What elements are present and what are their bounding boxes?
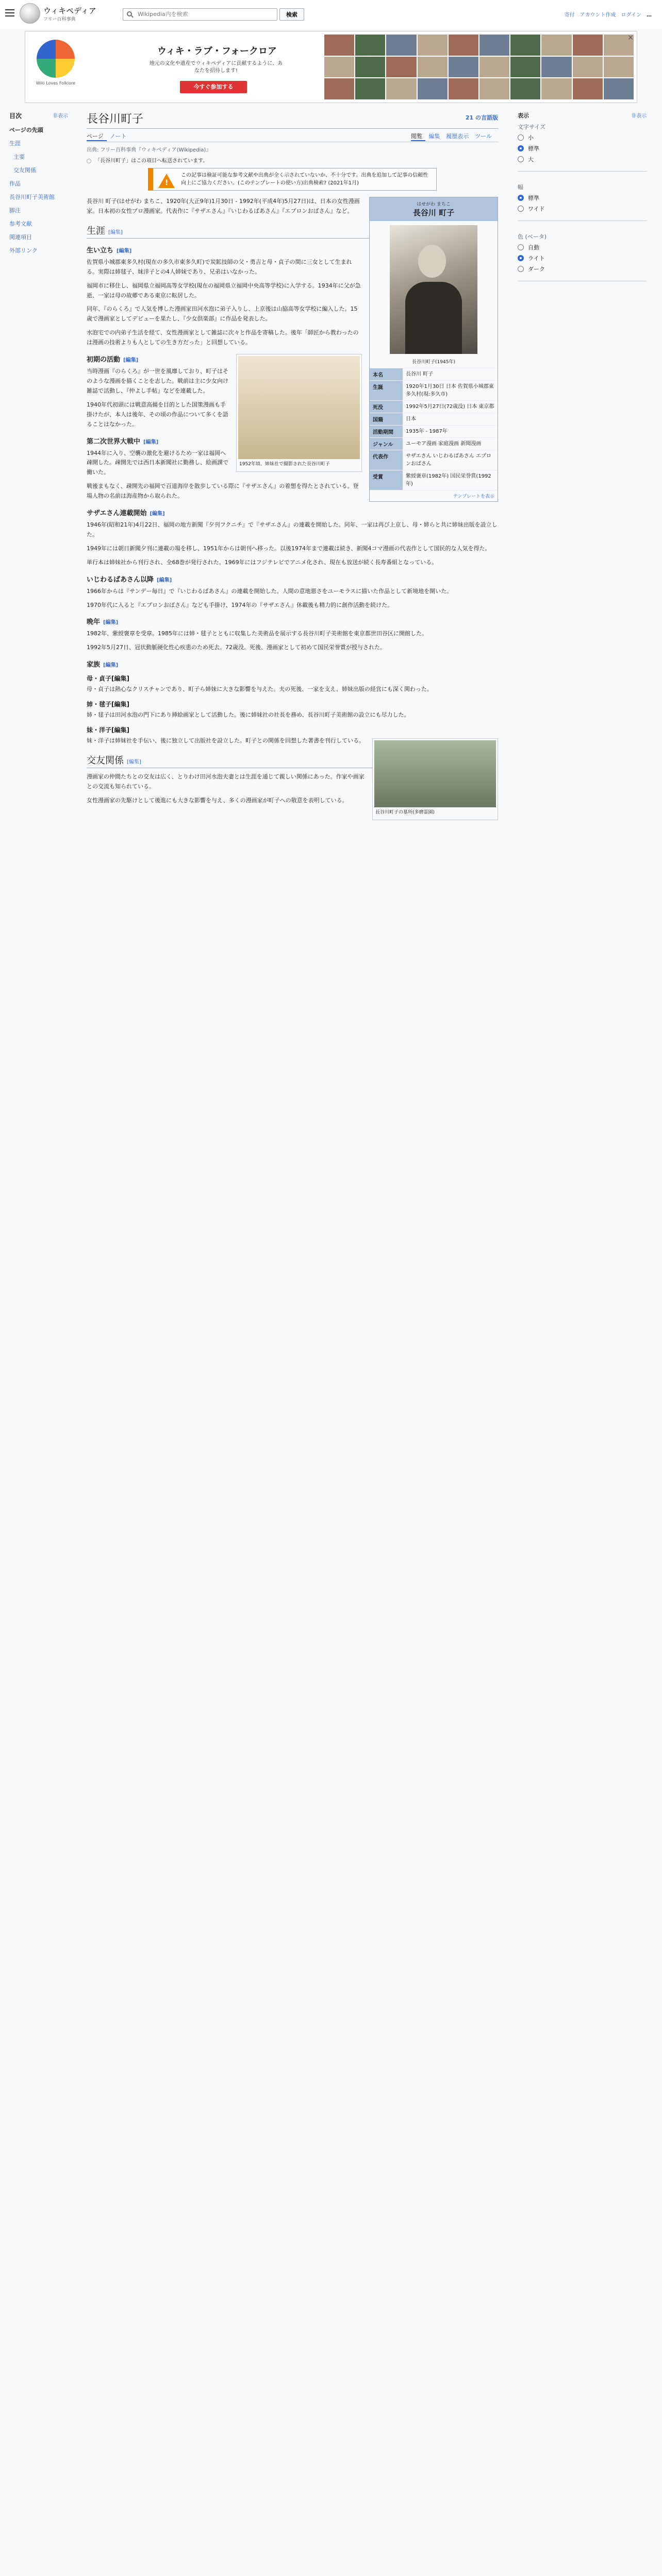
edit-section-link[interactable]: [編集] — [143, 439, 159, 445]
section-heading-text: 生い立ち — [87, 246, 114, 255]
radio-icon[interactable] — [518, 255, 524, 261]
search-box[interactable] — [123, 8, 277, 21]
toc-hide-button[interactable]: 非表示 — [53, 113, 68, 119]
search-input[interactable] — [137, 10, 271, 18]
banner-title: ウィキ・ラブ・フォークロア — [157, 46, 277, 57]
user-link-2[interactable]: ログイン — [621, 12, 641, 18]
infobox-value: 長谷川 町子 — [406, 371, 434, 377]
info-icon — [87, 159, 91, 163]
section-heading-text: 妹・洋子 — [87, 726, 112, 734]
infobox-value: 1920年1月30日 日本 佐賀県小城郡東多久村(現:多久市) — [406, 384, 494, 397]
infobox-row — [370, 450, 498, 470]
article-figure — [236, 354, 362, 472]
radio-label: 大 — [528, 156, 534, 163]
wikipedia-logo[interactable] — [20, 3, 40, 24]
article-main — [87, 108, 498, 824]
paragraph: 福岡市に移住し、福岡県立福岡高等女学校(現在の福岡県立福岡中央高等学校)に入学する。1934年に父が急逝、一家は母の故郷である東京に転居した。 — [87, 282, 361, 299]
infobox-key: 国籍 — [370, 413, 403, 425]
radio-icon[interactable] — [518, 156, 524, 162]
paragraph: 戦後まもなく、疎開先の福岡で百道海岸を散歩している際に『サザエさん』の着想を得たとされている。登場人物の名前は海産物から取られた。 — [87, 483, 359, 500]
infobox-row — [370, 470, 498, 490]
edit-section-link[interactable]: [編集] — [108, 229, 123, 235]
infobox-row — [370, 425, 498, 437]
tab-left-0[interactable]: ページ — [87, 129, 107, 141]
search-icon — [127, 11, 132, 16]
infobox-row — [370, 400, 498, 413]
section-heading-text: 母・貞子 — [87, 675, 112, 683]
edit-section-link[interactable]: [編集] — [111, 701, 129, 708]
join-button[interactable]: 今すぐ参加する — [180, 81, 247, 93]
infobox-value: 1935年 - 1987年 — [406, 429, 448, 434]
text-size-option-0[interactable] — [518, 133, 647, 142]
paragraph: 1949年には朝日新聞夕刊に連載の場を移し、1951年からは朝刊へ移った。以後1974年まで連載は続き、新聞4コマ漫画の代表作として国民的な人気を得た。 — [87, 545, 491, 552]
fundraising-banner — [25, 31, 637, 103]
portrait-photo[interactable] — [390, 225, 477, 354]
edit-section-link[interactable]: [編集] — [103, 620, 119, 626]
radio-icon[interactable] — [518, 206, 524, 212]
infobox-key: 生誕 — [370, 381, 403, 400]
edit-section-link[interactable]: [編集] — [127, 759, 141, 765]
paragraph: 1944年に入り、空襲の激化を避けるため一家は福岡へ疎開した。疎開先では西日本新聞社に勤務し、絵画課で働いた。 — [87, 449, 228, 476]
paragraph: 姉・毬子は田河水泡の門下にあり挿絵画家として活動した。後に姉妹社の社長を務め、長谷川町子美術館の設立にも尽力した。 — [87, 711, 410, 719]
user-link-0[interactable]: 寄付 — [564, 12, 575, 18]
section-heading — [87, 674, 498, 683]
infobox-key: 代表作 — [370, 450, 403, 470]
more-icon[interactable]: … — [647, 12, 652, 18]
appearance-hide-button[interactable]: 非表示 — [631, 113, 647, 119]
tab-right-3[interactable]: ツール — [475, 133, 492, 140]
infobox-value: 紫綬褒章(1982年) 国民栄誉賞(1992年) — [406, 473, 491, 487]
paragraph: 1970年代に入ると『エプロンおばさん』なども手掛け、1974年の『サザエさん』休載後も精力的に創作活動を続けた。 — [87, 601, 393, 608]
radio-icon[interactable] — [518, 266, 524, 272]
page-title: 長谷川町子 — [87, 113, 144, 126]
toc-header: 目次 非表示 — [9, 112, 68, 120]
paragraph: 佐賀県小城郡東多久村(現在の多久市東多久町)で炭鉱技師の父・勇吉と母・貞子の間に三女として生まれる。実際は姉毬子、妹洋子との4人姉妹であり、兄弟はいなかった。 — [87, 258, 352, 275]
infobox-key: 受賞 — [370, 470, 403, 490]
photo-caption: 長谷川町子(1945年) — [412, 360, 455, 365]
infobox-name: 長谷川 町子 — [412, 208, 455, 217]
toc-item-3[interactable]: 交友関係 — [13, 167, 36, 174]
banner-logo: Wiki Loves Folklore — [32, 37, 79, 93]
radio-icon[interactable] — [518, 134, 524, 141]
table-of-contents — [0, 108, 77, 257]
color-option-2[interactable] — [518, 265, 647, 273]
width-option-1[interactable] — [518, 205, 647, 213]
paragraph: 妹・洋子は姉妹社を手伝い、後に独立して出版社を設立した。町子との関係を回想した著書を刊行している。 — [87, 737, 365, 744]
radio-label: 標準 — [528, 195, 539, 201]
infobox-key: ジャンル — [370, 438, 403, 450]
banner-subtitle: 地元の文化や遺産でウィキペディアに貢献するように、あなたを招待します! — [149, 61, 283, 74]
paragraph: 1946年(昭和21年)4月22日、福岡の地方新聞『夕刊フクニチ』で『サザエさん』の連載を開始した。同年、一家は再び上京し、母・姉らと共に姉妹出版を設立した。 — [87, 521, 498, 538]
infobox-row — [370, 380, 498, 400]
toc-item-4[interactable]: 作品 — [9, 180, 21, 187]
paragraph: 1940年代初頭には戦意高揚を目的とした国策漫画も手掛けたが、本人は後年、その頃の作品について多くを語ることはなかった。 — [87, 401, 228, 428]
section-heading-text: 第二次世界大戦中 — [87, 437, 141, 446]
paragraph: 単行本は姉妹社から刊行され、全68巻が発行された。1969年にはフジテレビでアニメ化され、現在も放送が続く長寿番組となっている。 — [87, 558, 438, 566]
radio-icon[interactable] — [518, 195, 524, 201]
toc-item-6[interactable]: 脚注 — [9, 207, 21, 214]
banner-photo-collage — [324, 35, 634, 99]
section-heading — [87, 725, 498, 734]
width-option-0[interactable] — [518, 194, 647, 202]
color-option-1[interactable] — [518, 254, 647, 262]
figure-image[interactable] — [238, 356, 360, 459]
toc-item-0[interactable]: ページの先頭 — [9, 127, 43, 133]
figure-caption: 長谷川町子の墓所(多磨霊園) — [375, 810, 435, 816]
section-heading — [87, 507, 498, 517]
menu-icon[interactable] — [5, 9, 14, 16]
citation-needed-notice: ! この記事は検証可能な参考文献や出典が全く示されていないか、不十分です。出典を追加して記事の信頼性向上にご協力ください。(このテンプレートの使い方)出典検索? (2021年1月) — [148, 168, 437, 191]
article-figure — [372, 738, 498, 820]
section-heading — [87, 659, 498, 669]
infobox-row — [370, 413, 498, 425]
edit-section-link[interactable]: [編集] — [111, 726, 129, 734]
section-heading-text: 家族 — [87, 661, 101, 669]
user-links — [559, 10, 652, 18]
infobox-row — [370, 368, 498, 380]
section-heading-text: 初期の活動 — [87, 356, 121, 364]
paragraph: 当時漫画『のらくろ』が一世を風靡しており、町子はそのような漫画を描くことを志した。戦前は主に少女向け雑誌で活動し、『仲よし手帖』などを連載した。 — [87, 368, 228, 394]
infobox-key: 本名 — [370, 368, 403, 380]
section-heading — [87, 616, 498, 626]
edit-section-link[interactable]: [編集] — [117, 248, 132, 254]
language-button[interactable]: 21 の言語版 — [465, 114, 498, 121]
tab-right-2[interactable]: 履歴表示 — [446, 133, 469, 140]
edit-section-link[interactable]: [編集] — [150, 511, 165, 517]
toc-item-1[interactable]: 生涯 — [9, 140, 21, 147]
appearance-panel: 表示 非表示 文字サイズ 小 標準 大 幅 標準 ワイド 色 (ベータ) 自動 ライト ダーク — [518, 108, 647, 286]
section-heading-text: 姉・毬子 — [87, 701, 112, 708]
paragraph: 1966年からは『サンデー毎日』で『いじわるばあさん』の連載を開始した。人間の意地悪さをユーモラスに描いた作品として新境地を開いた。 — [87, 587, 453, 595]
edit-section-link[interactable]: [編集] — [157, 577, 172, 583]
paragraph: 漫画家の仲間たちとの交友は広く、とりわけ田河水泡夫妻とは生涯を通じて親しい関係にあった。作家や画家との交流も知られている。 — [87, 773, 365, 790]
edit-section-link[interactable]: [編集] — [111, 675, 129, 683]
template-link[interactable]: テンプレートを表示 — [370, 490, 498, 501]
radio-icon[interactable] — [518, 244, 524, 250]
toc-item-2[interactable]: 主要 — [13, 154, 25, 160]
color-option-0[interactable] — [518, 243, 647, 251]
site-header — [0, 0, 662, 29]
tab-left-1[interactable]: ノート — [109, 133, 127, 140]
paragraph: 1982年、紫綬褒章を受章。1985年には姉・毬子とともに収集した美術品を展示する長谷川町子美術館を東京都世田谷区に開館した。 — [87, 630, 427, 637]
infobox-key: 死没 — [370, 401, 403, 413]
paragraph: 同年、『のらくろ』で人気を博した漫画家田河水泡に弟子入りし、上京後は山脇高等女学校に編入した。15歳で漫画家としてデビューを果たし、『少女倶楽部』に作品を発表した。 — [87, 306, 358, 323]
radio-icon[interactable] — [518, 145, 524, 151]
text-size-option-2[interactable] — [518, 155, 647, 163]
radio-label: 小 — [528, 134, 534, 141]
figure-image[interactable] — [374, 740, 496, 807]
paragraph: 母・貞子は熱心なクリスチャンであり、町子ら姉妹に大きな影響を与えた。夫の死後、一家を支え、姉妹出版の経営にも深く関わった。 — [87, 686, 433, 693]
user-link-1[interactable]: アカウント作成 — [580, 12, 616, 18]
redirect-hatnote: 「長谷川町子」はこの項目へ転送されています。 — [87, 156, 498, 164]
toc-item-9[interactable]: 外部リンク — [9, 247, 38, 254]
figure-caption: 1952年頃、姉妹社で撮影された長谷川町子 — [239, 462, 330, 467]
infobox-value: 日本 — [406, 416, 416, 422]
section-heading — [87, 574, 498, 584]
wordmark[interactable]: ウィキペディア — [43, 6, 96, 15]
section-heading-text: 生涯 — [87, 225, 105, 236]
infobox — [369, 197, 498, 502]
radio-label: 標準 — [528, 145, 539, 152]
toc-item-8[interactable]: 関連項目 — [9, 234, 32, 241]
edit-section-link[interactable]: [編集] — [103, 663, 119, 669]
toc-item-5[interactable]: 長谷川町子美術館 — [9, 194, 55, 200]
infobox-row — [370, 437, 498, 450]
toc-item-7[interactable]: 参考文献 — [9, 221, 32, 227]
radio-label: 自動 — [528, 244, 539, 251]
infobox-value: サザエさん いじわるばあさん エプロンおばさん — [406, 453, 491, 467]
edit-section-link[interactable]: [編集] — [123, 358, 139, 364]
section-heading-text: 晩年 — [87, 618, 101, 626]
radio-label: ダーク — [528, 266, 545, 273]
paragraph: 1992年5月27日、冠状動脈硬化性心疾患のため死去。72歳没。死後、漫画家として初めて国民栄誉賞が授与された。 — [87, 644, 386, 651]
paragraph: 女性漫画家の先駆けとして後進にも大きな影響を与え、多くの漫画家が町子への敬意を表明している。 — [87, 796, 348, 804]
folklore-logo-icon — [37, 40, 75, 78]
infobox-key: 活動期間 — [370, 426, 403, 437]
search-button[interactable]: 検索 — [279, 8, 304, 21]
lead-paragraph: 長谷川 町子(はせがわ まちこ、1920年(大正9年)1月30日 - 1992年(平成4年)5月27日)は、日本の女性漫画家。日本初の女性プロ漫画家。代表作に『サザエさん』『いじわるばあさん』『エプロンおばさん』など。 — [87, 198, 360, 214]
from-line: 出典: フリー百科事典『ウィキペディア(Wikipedia)』 — [87, 147, 211, 153]
warning-icon — [158, 174, 175, 188]
paragraph: 水泡宅での内弟子生活を経て、女性漫画家として雑誌に次々と作品を寄稿した。後年「師匠から教わったのは漫画の技術よりも人としての生き方だった」と回想している。 — [87, 329, 359, 346]
section-heading-text: いじわるばあさん以降 — [87, 575, 154, 584]
close-icon[interactable]: × — [627, 33, 634, 42]
section-heading — [87, 700, 498, 708]
tab-right-1[interactable]: 編集 — [428, 133, 440, 140]
section-heading-text: 交友関係 — [87, 755, 124, 766]
tab-right-0[interactable]: 閲覧 — [411, 129, 425, 141]
text-size-option-1[interactable] — [518, 144, 647, 152]
radio-label: ライト — [528, 255, 545, 262]
section-heading-text: サザエさん連載開始 — [87, 510, 147, 518]
infobox-ruby: はせがわ まちこ — [417, 202, 451, 207]
page-tabs — [87, 129, 498, 142]
infobox-value: ユーモア漫画 家庭漫画 新聞漫画 — [406, 441, 482, 447]
radio-label: ワイド — [528, 206, 545, 212]
tagline: フリー百科事典 — [43, 17, 76, 22]
infobox-value: 1992年5月27日(72歳没) 日本 東京都 — [406, 404, 494, 410]
